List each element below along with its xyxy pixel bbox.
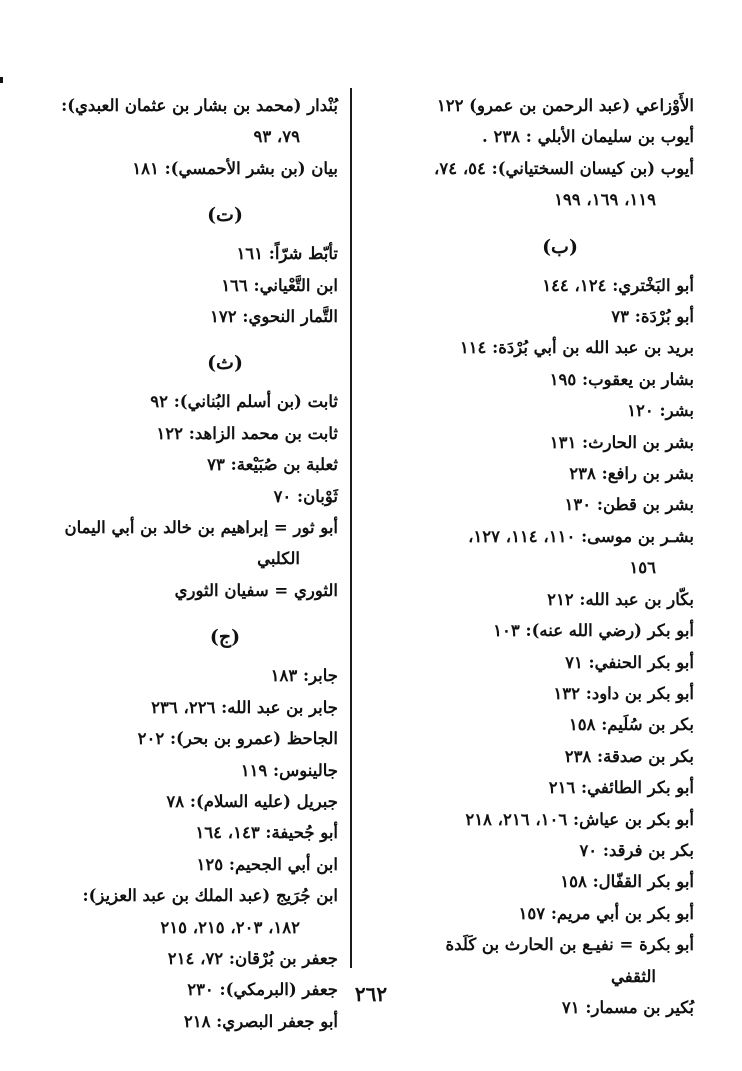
index-entry: أبو بكر الطائفي: ٢١٦ [548, 778, 694, 798]
index-entry: بشـر بن موسى: ١١٠، ١١٤، ١٢٧، [468, 526, 694, 546]
index-entry-continuation: ٧٩، ٩٣ [253, 127, 300, 147]
index-entry: أبو البَخْتري: ١٢٤، ١٤٤ [542, 275, 694, 295]
index-entry-continuation: ١٨٢، ٢٠٣، ٢١٥، ٢١٥ [160, 917, 300, 937]
index-entry: التَّمار النحوي: ١٧٢ [210, 307, 338, 327]
index-entry: أبو جعفر البصري: ٢١٨ [183, 1011, 338, 1031]
page-number: ٢٦٢ [354, 982, 388, 1006]
index-entry: ثَوْبان: ٧٠ [273, 486, 338, 506]
index-entry-continuation: ١٥٦ [629, 558, 656, 578]
index-entry: أبو بُرْدَة: ٧٣ [611, 307, 694, 327]
index-entry: بُكير بن مسمار: ٧١ [561, 997, 694, 1017]
index-entry: ثعلبة بن صُبَيْعة: ٧٣ [207, 455, 338, 475]
index-entry: أبو بكر بن داود: ١٣٢ [553, 683, 694, 703]
index-entry: أبو بكر (رضي الله عنه): ١٠٣ [493, 621, 694, 641]
section-letter-tha: (ث) [207, 352, 243, 375]
index-entry: الثوري = سفيان الثوري [174, 580, 338, 600]
index-entry: أيوب بن سليمان الأبلي : ٢٣٨ . [481, 127, 694, 147]
index-entry: بشر بن قطن: ١٣٠ [564, 495, 694, 515]
index-column-right [376, 90, 694, 1023]
index-entry: جابر بن عبد الله: ٢٢٦، ٢٣٦ [151, 697, 338, 717]
index-entry: جابر: ١٨٣ [270, 666, 338, 686]
margin-mark [0, 77, 3, 83]
section-letter-ba: (ب) [542, 235, 578, 258]
index-entry: ابن التَّعْياني: ١٦٦ [221, 275, 338, 295]
column-divider [350, 88, 352, 968]
index-entry: بشر بن رافع: ٢٣٨ [569, 464, 694, 484]
index-entry: ابن جُرَيج (عبد الملك بن عبد العزيز): [82, 886, 338, 906]
index-entry: الجاحظ (عمرو بن بحر): ٢٠٢ [137, 729, 338, 749]
index-entry: أبو جُحيفة: ١٤٣، ١٦٤ [195, 823, 338, 843]
section-letter-ta: (ت) [207, 204, 243, 227]
index-entry: بيان (بن بشر الأحمسي): ١٨١ [132, 158, 338, 178]
index-entry: ابن أبي الجحيم: ١٢٥ [196, 854, 338, 874]
index-entry: أيوب (بن كيسان السختياني): ٥٤، ٧٤، [434, 158, 694, 178]
index-entry: بشار بن يعقوب: ١٩٥ [549, 369, 694, 389]
index-entry: بكر بن صدقة: ٢٣٨ [564, 746, 694, 766]
index-entry: جالينوس: ١١٩ [240, 760, 338, 780]
index-entry: جبريل (عليه السلام): ٧٨ [166, 791, 338, 811]
index-entry: ثابت بن محمد الزاهد: ١٢٢ [156, 423, 338, 443]
section-letter-jim: (ج) [209, 626, 241, 649]
index-entry: بشر بن الحارث: ١٣١ [549, 432, 694, 452]
index-entry: بكّار بن عبد الله: ٢١٢ [547, 589, 694, 609]
index-entry: أبو بكرة = نفيـع بن الحارث بن كَلَدة [445, 935, 694, 955]
index-entry-continuation: الكلبي [257, 549, 300, 569]
index-entry: بُنْدار (محمد بن بشار بن عثمان العبدي): [61, 96, 338, 115]
index-entry: بكر بن سُلَيم: ١٥٨ [568, 715, 694, 735]
index-entry: بريد بن عبد الله بن أبي بُرْدَة: ١١٤ [459, 338, 694, 358]
index-entry: أبو بكر القفّال: ١٥٨ [560, 872, 694, 892]
index-entry: أبو بكر بن عياش: ١٠٦، ٢١٦، ٢١٨ [465, 809, 694, 829]
index-entry: ثابت (بن أسلم البُناني): ٩٢ [150, 392, 338, 412]
index-entry: أبو بكر بن أبي مريم: ١٥٧ [518, 903, 694, 923]
index-entry: جعفر بن بُرْقان: ٧٢، ٢١٤ [167, 948, 338, 968]
index-entry: تأبّط شرّاً: ١٦١ [236, 244, 338, 264]
index-entry: الأَوْزاعي (عبد الرحمن بن عمرو) ١٢٢ [436, 96, 694, 115]
index-column-left [62, 90, 338, 1037]
index-entry: أبو بكر الحنفي: ٧١ [565, 652, 694, 672]
index-entry: بشر: ١٢٠ [627, 401, 694, 421]
index-entry: جعفر (البرمكي): ٢٣٠ [187, 980, 338, 1000]
index-entry: أبو ثور = إبراهيم بن خالد بن أبي اليمان [64, 518, 338, 538]
index-entry-continuation: الثقفي [610, 966, 656, 986]
index-entry-continuation: ١١٩، ١٦٩، ١٩٩ [554, 190, 656, 210]
index-entry: بكر بن فرقد: ٧٠ [579, 840, 694, 860]
